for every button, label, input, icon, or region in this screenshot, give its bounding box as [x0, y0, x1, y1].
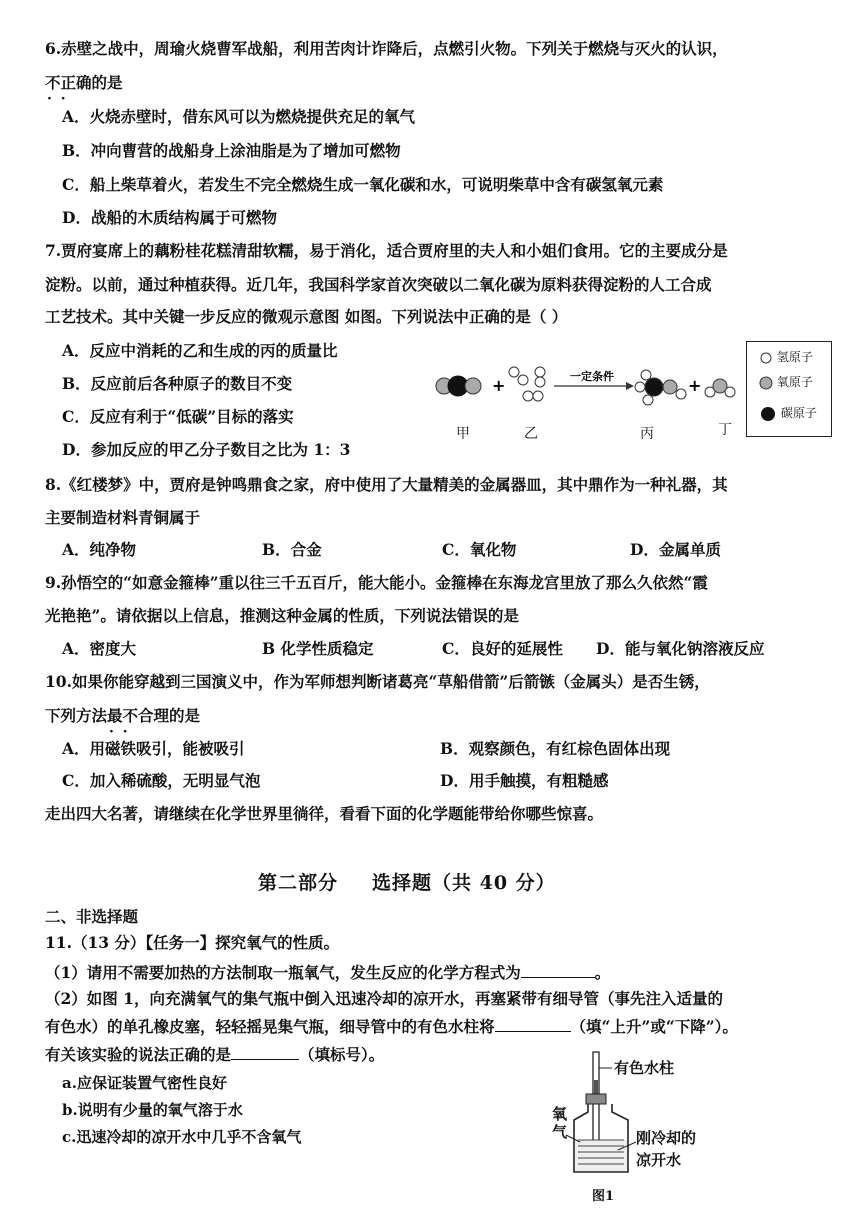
answer-blank-3[interactable]	[231, 1045, 299, 1060]
q7-option-c: C．反应有利于“低碳”目标的落实	[62, 407, 294, 426]
label-jia: 甲	[456, 426, 470, 442]
part2-title-a: 第二部分	[258, 872, 339, 894]
q9-option-d: D．能与氧化钠溶液反应	[596, 639, 765, 658]
reaction-arrow	[554, 369, 634, 390]
q10-option-d: D．用手触摸，有粗糙感	[440, 771, 609, 790]
q9-option-c: C．良好的延展性	[442, 639, 563, 658]
label-ding: 丁	[718, 422, 732, 438]
q11-choice-b: b.说明有少量的氧气溶于水	[62, 1101, 243, 1119]
q6-stem-line1: 6.赤壁之战中，周瑜火烧曹军战船，利用苦肉计诈降后，点燃引火物。下列关于燃烧与灭火的认识，	[45, 39, 728, 58]
q11-sub2-line3: 有关该实验的说法正确的是 （填标号）。	[45, 1045, 385, 1064]
molecule-yi	[509, 367, 545, 401]
q11-stem: 11.（13 分）【任务一】探究氧气的性质。	[45, 933, 340, 952]
q11-choice-a: a.应保证装置气密性良好	[62, 1074, 227, 1092]
q9-option-b: B 化学性质稳定	[262, 639, 374, 658]
q10-emphasis: 最不合理 · ·	[107, 706, 169, 725]
label-yi: 乙	[524, 426, 538, 442]
q7-stem-line3: 工艺技术。其中关键一步反应的微观示意图 如图。下列说法中正确的是（ ）	[45, 307, 568, 326]
reaction-diagram	[430, 360, 750, 450]
legend-hydrogen: 氢原子	[759, 348, 813, 365]
q11-choice-c: c.迅速冷却的凉开水中几乎不含氧气	[62, 1128, 302, 1146]
label-oxygen-1: 氧	[552, 1105, 568, 1123]
q9-stem-line1: 9.孙悟空的“如意金箍棒”重以往三千五百斤，能大能小。金箍棒在东海龙宫里放了那么久依然“霞	[45, 573, 708, 592]
q10-option-a: A．用磁铁吸引，能被吸引	[62, 739, 245, 758]
plus-sign: +	[688, 376, 702, 395]
molecule-ding	[705, 379, 735, 397]
q10-stem-line2: 下列方法最不合理 · ·的是	[45, 705, 200, 727]
q6-option-a: A．火烧赤壁时，借东风可以为燃烧提供充足的氧气	[62, 107, 416, 126]
q8-option-b: B．合金	[262, 540, 322, 559]
q6-option-d: D．战船的木质结构属于可燃物	[62, 208, 277, 227]
q10-stem-line1: 10.如果你能穿越到三国演义中，作为军师想判断诸葛亮“草船借箭”后箭镞（金属头）是否生锈，	[45, 672, 710, 691]
q6-option-c: C．船上柴草着火，若发生不完全燃烧生成一氧化碳和水，可说明柴草中含有碳氢氧元素	[62, 175, 664, 194]
q9-stem-line2: 光艳艳”。请依据以上信息，推测这种金属的性质，下列说法错误的是	[45, 606, 519, 625]
part2-title	[258, 872, 556, 894]
q9-option-a: A．密度大	[62, 639, 137, 658]
label-oxygen-2: 气	[552, 1123, 568, 1141]
answer-blank-1[interactable]	[521, 963, 595, 978]
label-cooled-water-2: 凉开水	[636, 1151, 682, 1169]
reaction-condition: 一定条件	[570, 370, 614, 383]
part2-title-b: 选择题（共 40 分）	[372, 872, 556, 894]
q6-stem-rest: 的是	[91, 73, 123, 92]
q7-option-d: D．参加反应的甲乙分子数目之比为 1：3	[62, 440, 351, 459]
q8-option-a: A．纯净物	[62, 540, 137, 559]
section2-heading: 二、非选择题	[45, 907, 139, 926]
label-cooled-water-1: 刚冷却的	[636, 1129, 697, 1147]
legend-oxygen: 氧原子	[759, 373, 813, 390]
q11-sub2-line2: 有色水）的单孔橡皮塞，轻轻摇晃集气瓶，细导管中的有色水柱将 （填“上升”或“下降”）。	[45, 1017, 738, 1036]
q6-stem-line2	[45, 72, 123, 94]
q6-option-b: B．冲向曹营的战船身上涂油脂是为了增加可燃物	[62, 141, 401, 160]
transition-text: 走出四大名著，请继续在化学世界里徜徉，看看下面的化学题能带给你哪些惊喜。	[45, 804, 604, 823]
atom-legend	[746, 341, 832, 437]
q7-option-b: B．反应前后各种原子的数目不变	[62, 374, 293, 393]
q8-stem-line2: 主要制造材料青铜属于	[45, 508, 201, 527]
q7-stem-line2: 淀粉。以前，通过种植获得。近几年，我国科学家首次突破以二氧化碳为原料获得淀粉的人工合成	[45, 275, 712, 294]
q8-option-d: D．金属单质	[630, 540, 721, 559]
q8-option-c: C．氧化物	[442, 540, 517, 559]
q6-emphasis: 不正确 · ·	[45, 73, 92, 92]
molecule-jia	[436, 376, 481, 396]
legend-carbon: 碳原子	[759, 404, 817, 422]
q11-sub2-line1: （2）如图 1，向充满氧气的集气瓶中倒入迅速冷却的凉开水，再塞紧带有细导管（事先注入适量的	[45, 989, 723, 1008]
q8-stem-line1: 8.《红楼梦》中，贾府是钟鸣鼎食之家，府中使用了大量精美的金属器皿，其中鼎作为一种礼器，其	[45, 475, 728, 494]
figure-caption: 图1	[592, 1189, 615, 1204]
q11-sub1: （1）请用不需要加热的方法制取一瓶氧气，发生反应的化学方程式为 。	[45, 963, 611, 982]
answer-blank-2[interactable]	[495, 1017, 571, 1032]
q7-stem-line1: 7.贾府宴席上的藕粉桂花糕清甜软糯，易于消化，适合贾府里的夫人和小姐们食用。它的主要成分是	[45, 241, 728, 260]
plus-sign: +	[492, 376, 506, 395]
q10-option-c: C．加入稀硫酸，无明显气泡	[62, 771, 261, 790]
q10-option-b: B．观察颜色，有红棕色固体出现	[440, 739, 671, 758]
label-bing: 丙	[640, 426, 654, 442]
q7-option-a: A．反应中消耗的乙和生成的丙的质量比	[62, 341, 338, 360]
label-colored-water-column: 有色水柱	[614, 1059, 675, 1077]
molecule-bing	[635, 370, 686, 405]
